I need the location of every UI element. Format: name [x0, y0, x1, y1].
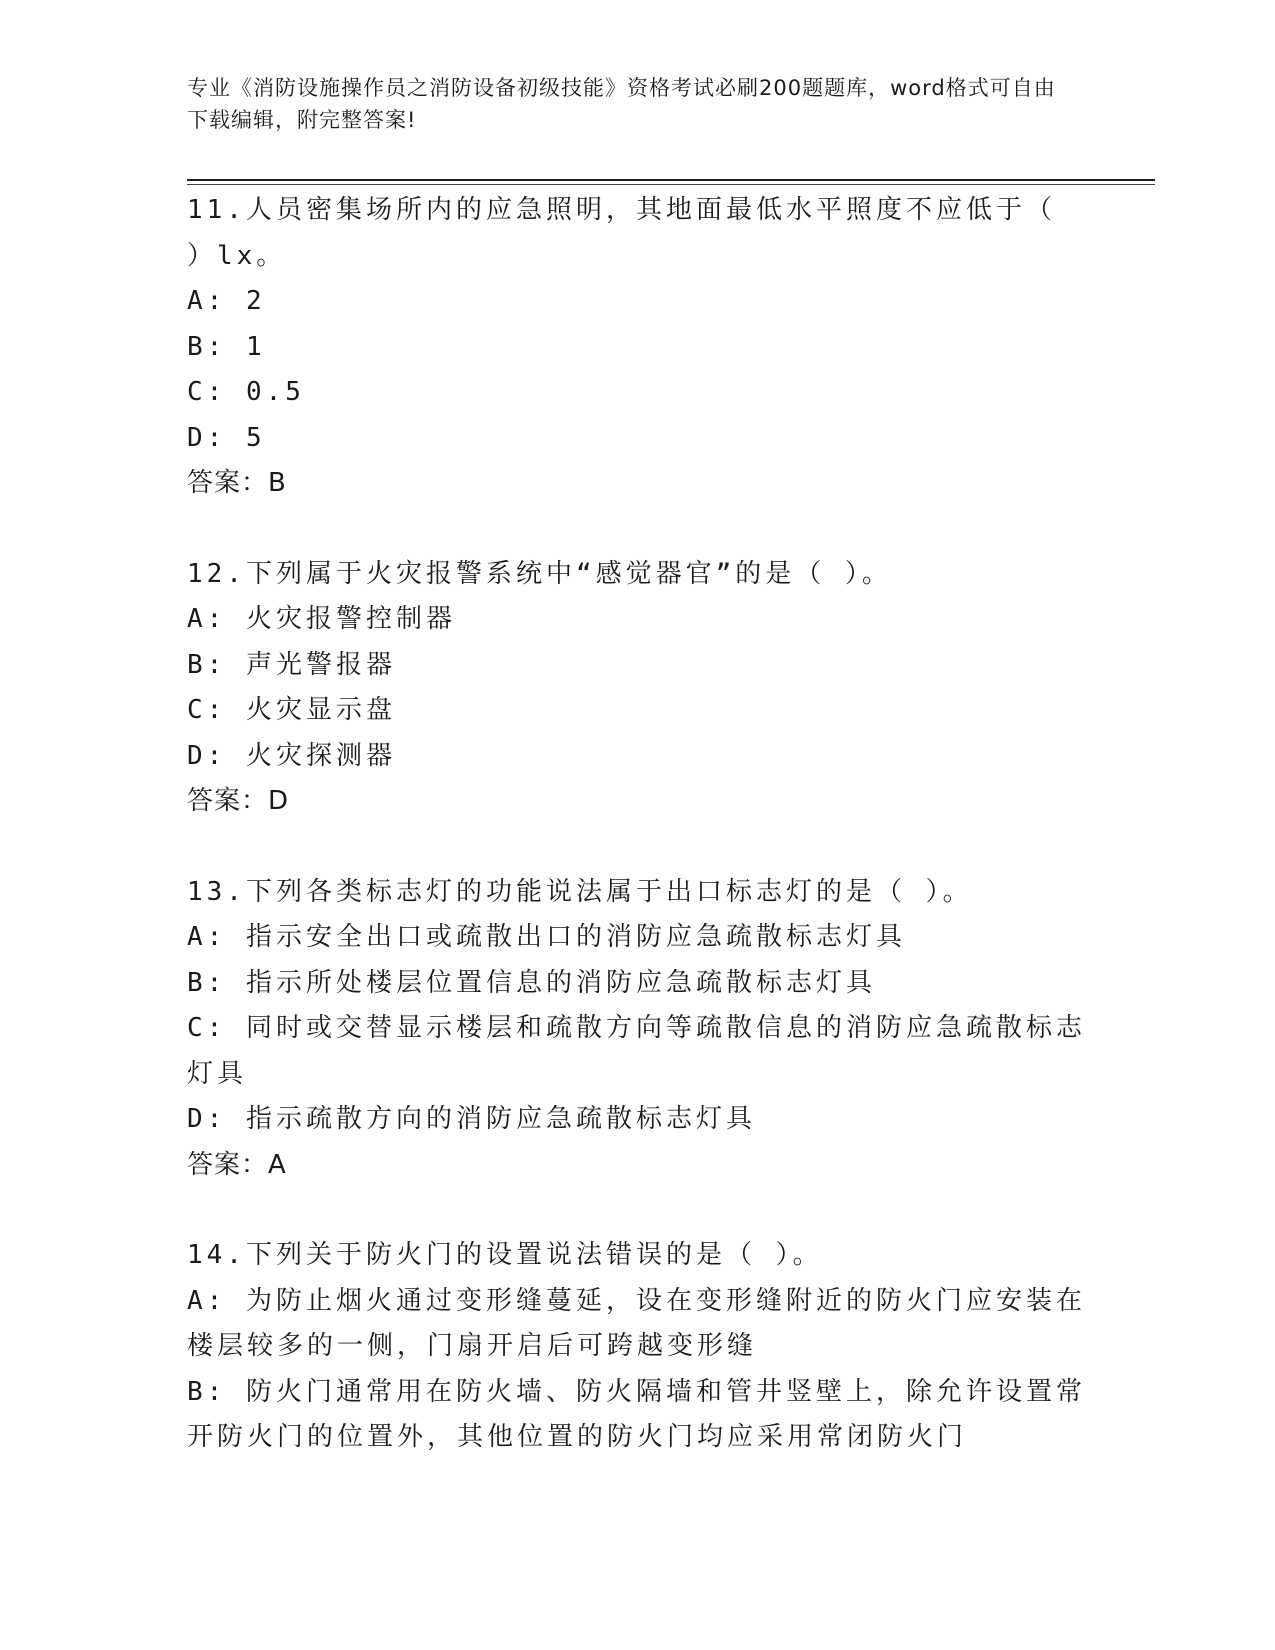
option-a: A: 指示安全出口或疏散出口的消防应急疏散标志灯具	[187, 922, 906, 952]
option-b: B: 指示所处楼层位置信息的消防应急疏散标志灯具	[187, 967, 876, 998]
option-d: D: 火灾探测器	[187, 740, 396, 771]
answer-line: 答案：A	[187, 1149, 287, 1180]
question-stem: 14.下列关于防火门的设置说法错误的是（ ）。	[187, 1240, 823, 1270]
option-b: B: 声光警报器	[187, 649, 396, 680]
option-c: C: 0.5	[187, 377, 305, 407]
question-stem: 13.下列各类标志灯的功能说法属于出口标志灯的是（ ）。	[187, 876, 973, 907]
question-12	[187, 552, 1087, 825]
option-d: D: 5	[187, 422, 266, 453]
header-divider-thick	[187, 179, 1155, 181]
option-d: D: 指示疏散方向的消防应急疏散标志灯具	[187, 1104, 756, 1134]
option-b: B: 防火门通常用在防火墙、防火隔墙和管井竖壁上，除允许设置常开防火门的位置外，其他位置的防火门均应采用常闭防火门	[187, 1376, 1086, 1452]
question-stem: 12.下列属于火灾报警系统中“感觉器官”的是（ ）。	[187, 558, 892, 589]
option-c: C: 同时或交替显示楼层和疏散方向等疏散信息的消防应急疏散标志灯具	[187, 1013, 1086, 1089]
answer-line: 答案：B	[187, 468, 287, 498]
option-a: A: 火灾报警控制器	[187, 604, 456, 634]
option-a: A: 2	[187, 286, 266, 316]
question-14	[187, 1233, 1087, 1461]
answer-line: 答案：D	[187, 786, 290, 816]
option-a: A: 为防止烟火通过变形缝蔓延，设在变形缝附近的防火门应安装在楼层较多的一侧，门扇开启后可跨越变形缝	[187, 1285, 1086, 1361]
question-11	[187, 188, 1087, 507]
document-header: 专业《消防设施操作员之消防设备初级技能》资格考试必刷200题题库，word格式可自由下载编辑，附完整答案!	[187, 76, 1056, 132]
header-divider-thin	[187, 184, 1155, 185]
option-b: B: 1	[187, 331, 266, 362]
question-list	[187, 188, 1087, 1461]
question-13	[187, 870, 1087, 1189]
question-stem: 11.人员密集场所内的应急照明，其地面最低水平照度不应低于（ ）lx。	[187, 195, 1056, 271]
option-c: C: 火灾显示盘	[187, 695, 396, 725]
